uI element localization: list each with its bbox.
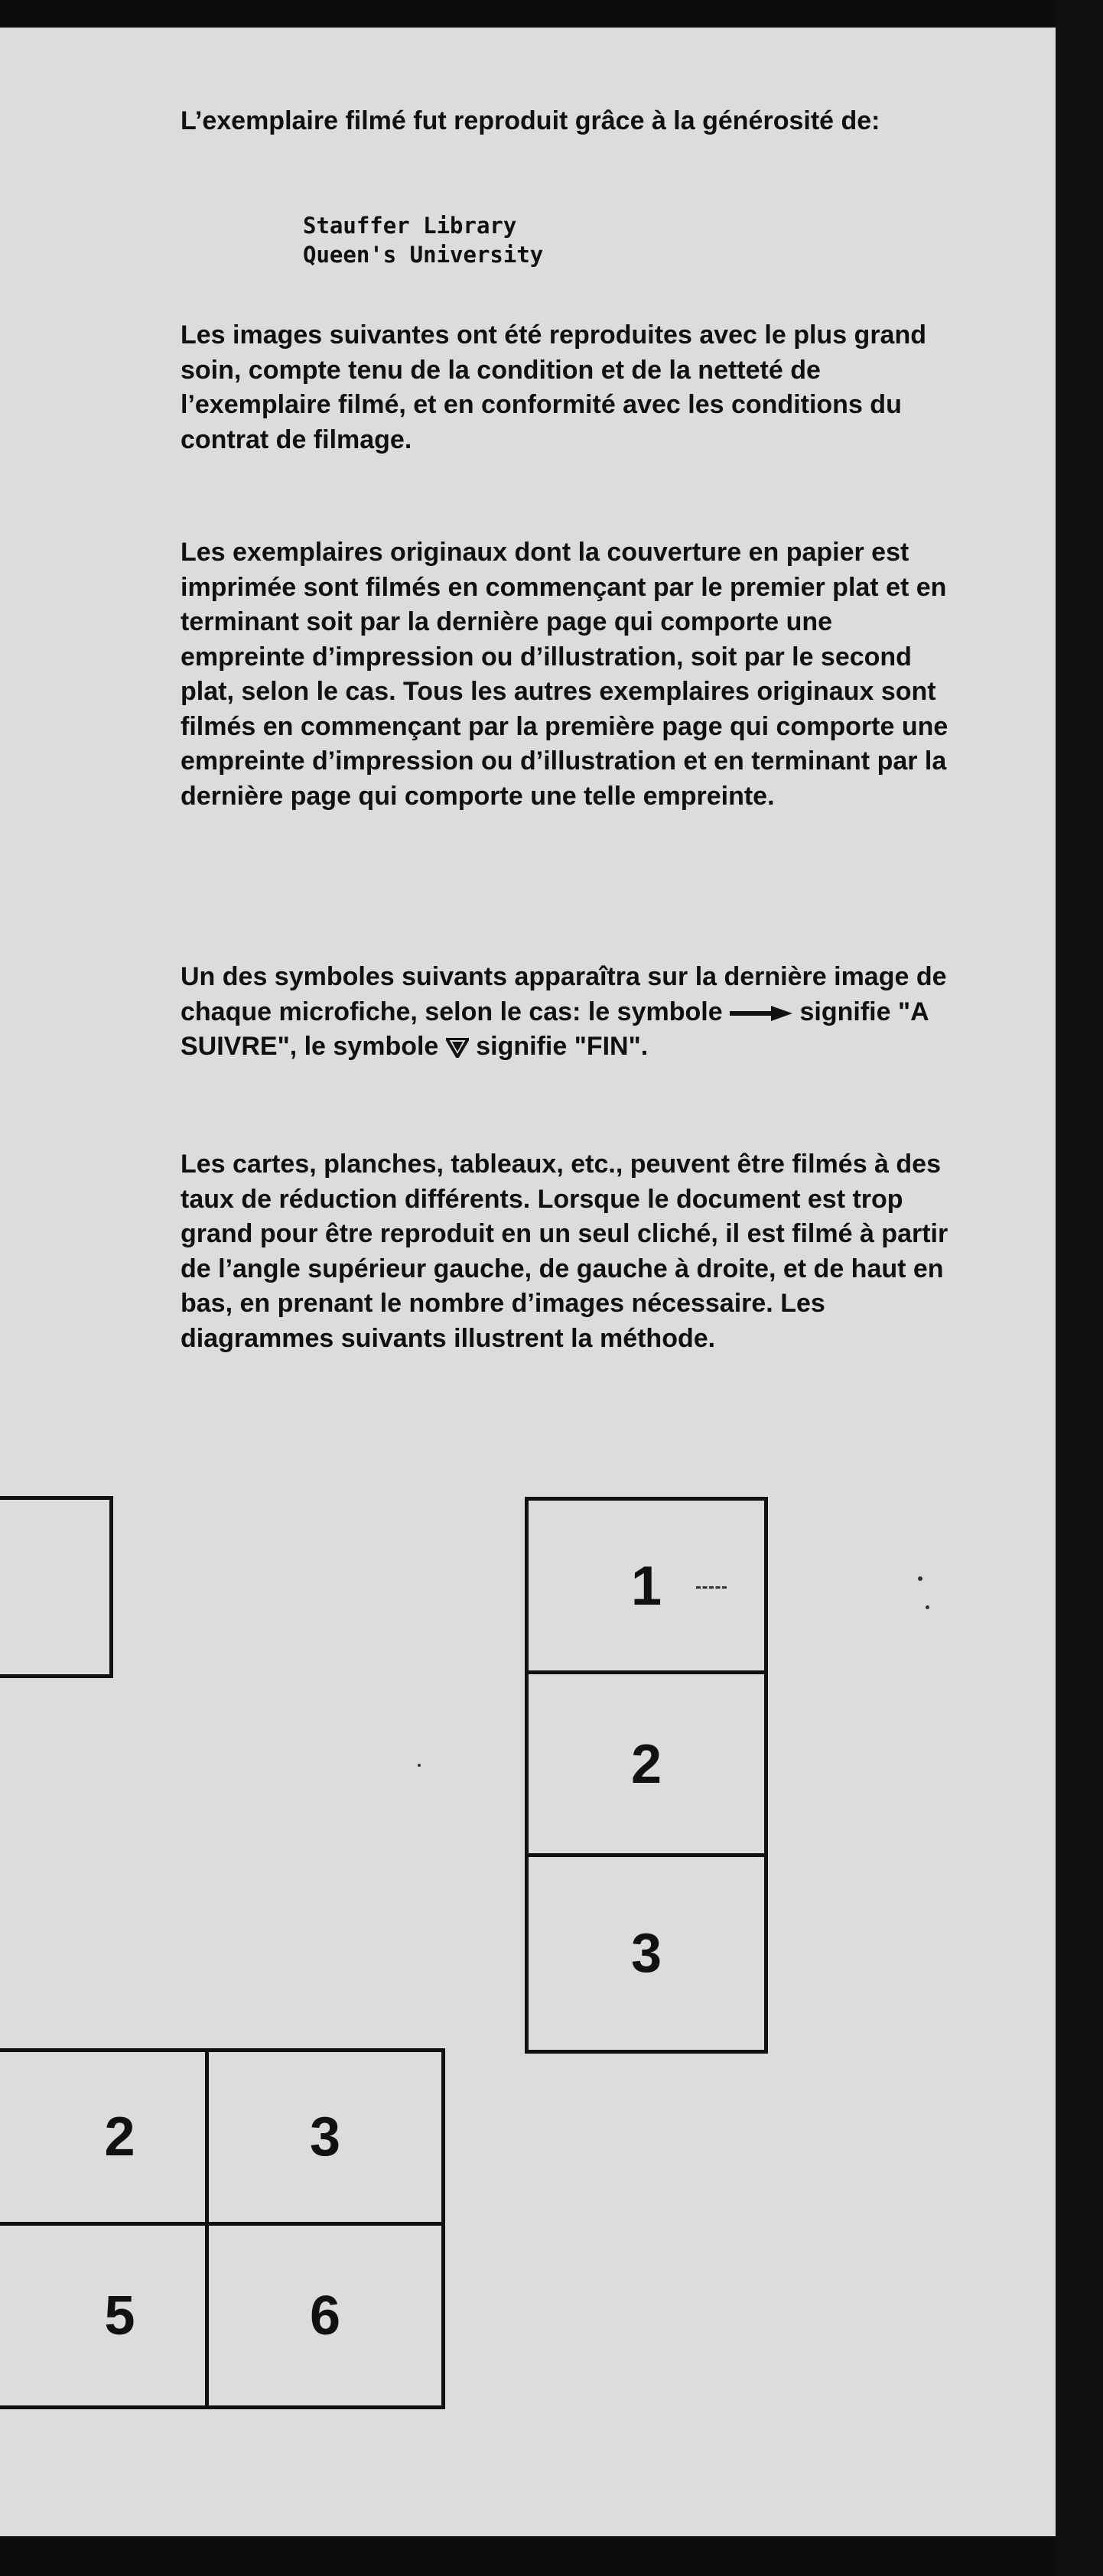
symbols-paragraph [181, 960, 953, 1065]
symbols-text-1: Un des symboles suivants apparaîtra sur la dernière image de chaque microfiche, selon le cas: le symbole [181, 962, 947, 1026]
diagram-partial-box [0, 1496, 113, 1678]
grid-cell-3: 3 [309, 2106, 341, 2168]
symbols-text-3: signifie "FIN". [476, 1032, 649, 1061]
vertical-cell-2: 2 [630, 1734, 662, 1795]
dust-speck [418, 1764, 421, 1767]
grid-cell-2: 2 [104, 2106, 135, 2168]
scan-dash [696, 1586, 727, 1589]
dust-speck [926, 1605, 929, 1609]
symbols-text-2: signifie "A SUIVRE", le symbole [181, 997, 929, 1061]
continue-arrow-icon [730, 1005, 792, 1022]
originals-paragraph: Les exemplaires originaux dont la couverture en papier est imprimée sont filmés en commençant par le premier plat et en terminant soit par la dernière page qui comporte une empreinte d’impression ou d’illustration, soit par le second plat, selon le cas. Tous les autres exemplaires originaux sont filmés en commençant par la première page qui comporte une empreinte d’impression ou d’illustration et en terminant par la dernière page qui comporte une telle empreinte. [181, 538, 948, 811]
library-name: Stauffer Library [303, 213, 517, 239]
vertical-cell-3: 3 [630, 1923, 662, 1984]
grid-cell-6: 6 [309, 2285, 341, 2347]
film-edge [1056, 0, 1103, 2576]
grid-cell-5: 5 [104, 2285, 135, 2347]
end-triangle-icon [446, 1038, 469, 1058]
university-name: Queen's University [303, 242, 544, 268]
images-paragraph: Les images suivantes ont été reproduites avec le plus grand soin, compte tenu de la condition et de la netteté de l’exemplaire filmé, et en conformité avec les conditions du contrat de filmage. [181, 320, 926, 454]
diagram-vertical [525, 1497, 768, 2054]
page-sheet [0, 28, 1056, 2536]
library-credit [303, 211, 543, 269]
maps-paragraph: Les cartes, planches, tableaux, etc., peuvent être filmés à des taux de réduction différents. Lorsque le document est trop grand pour être reproduit en un seul cliché, il est filmé à partir de l’angle supérieur gauche, de gauche à droite, et de haut en bas, en prenant le nombre d’images nécessaire. Les diagrammes suivants illustrent la méthode. [181, 1150, 948, 1353]
diagram-grid [0, 2048, 445, 2409]
partial-box-label [0, 1500, 11, 1674]
intro-text: L’exemplaire filmé fut reproduit grâce à la générosité de: [181, 106, 880, 135]
vertical-cell-1: 1 [630, 1556, 662, 1617]
dust-speck [918, 1576, 922, 1581]
